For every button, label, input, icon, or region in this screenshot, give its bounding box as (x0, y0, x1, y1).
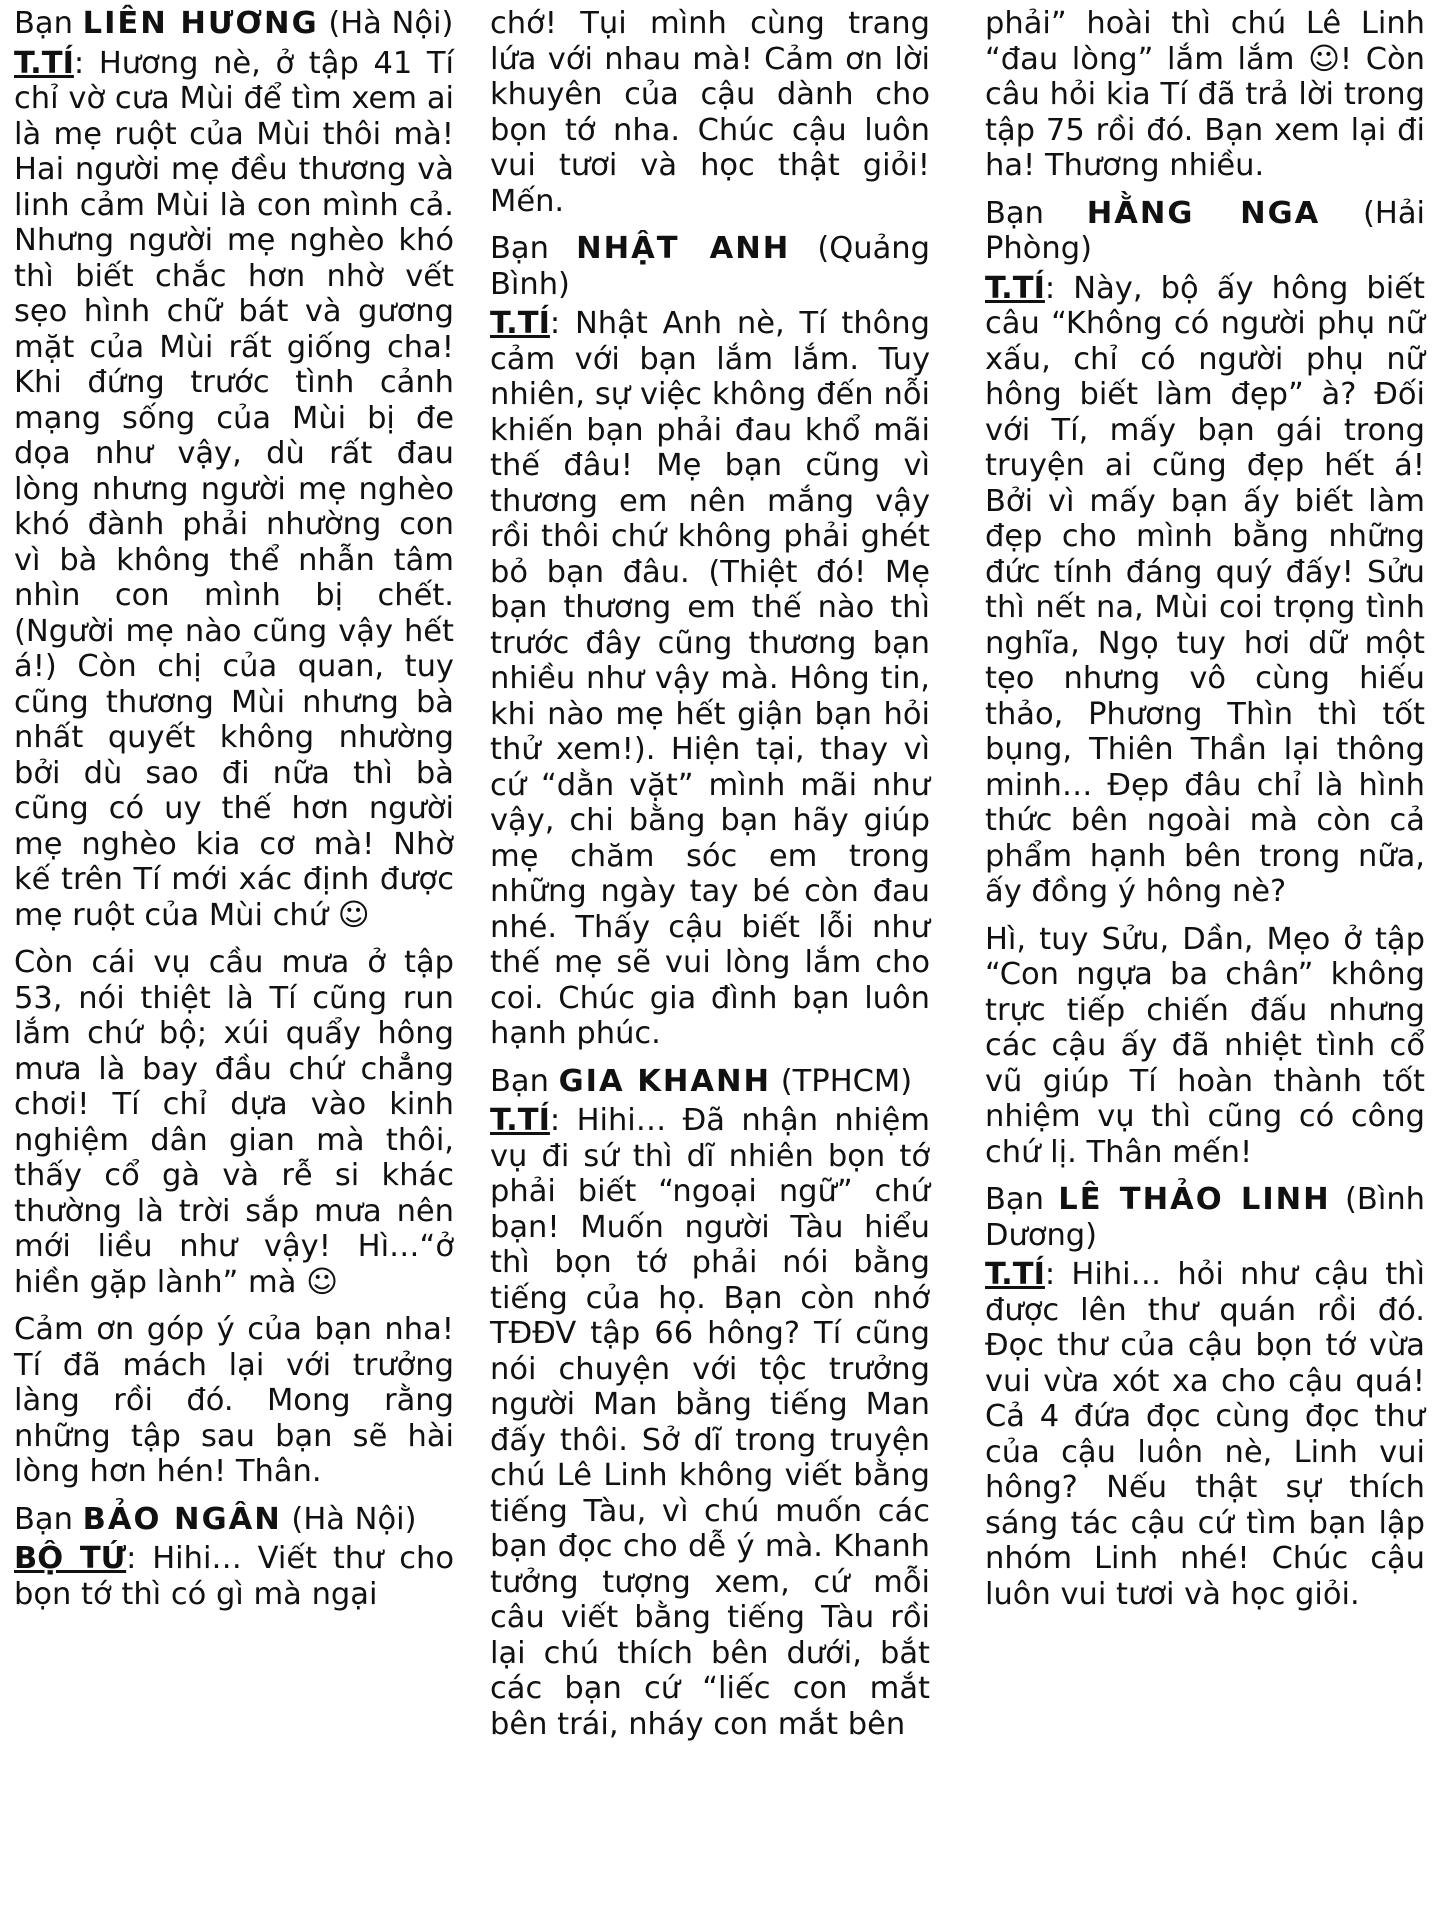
reply-text: : Hihi… Đã nhận nhiệm vụ đi sứ thì dĩ nhiên bọn tớ phải biết “ngoại ngữ” chứ bạn! Muốn người Tàu hiểu thì bọn tớ phải nói bằng tiếng của họ. Bạn còn nhớ TĐĐV tập 66 hông? Tí cũng nói chuyện với tộc trưởng người Man bằng tiếng Man đấy thôi. Sở dĩ trong truyện chú Lê Linh không viết bằng tiếng Tàu, vì chú muốn các bạn đọc cho dễ ý mà. Khanh tưởng tượng xem, cứ mỗi câu viết bằng tiếng Tàu rồi lại chú thích bên dưới, bắt các bạn cứ “liếc con mắt bên trái, nháy con mắt bên (490, 1103, 930, 1742)
heading-prefix: Bạn (490, 231, 577, 266)
column-2 (490, 6, 930, 1754)
reply-author: T.TÍ (985, 1257, 1045, 1292)
letter (985, 1182, 1425, 1612)
reply-text: : Hương nè, ở tập 41 Tí chỉ vờ cưa Mùi để tìm xem ai là mẹ ruột của Mùi thôi mà! Hai người mẹ đều thương và linh cảm Mùi là con mình cả. Nhưng người mẹ nghèo khó thì biết chắc hơn nhờ vết sẹo hình chữ bát và gương mặt của Mùi rất giống cha! Khi đứng trước tình cảnh mạng sống của Mùi bị đe dọa như vậy, dù rất đau lòng nhưng người mẹ nghèo khó đành phải nhường con vì bà không thể nhẫn tâm nhìn con mình bị chết. (Người mẹ nào cũng vậy hết á!) Còn chị của quan, tuy cũng thương Mùi nhưng bà nhất quyết không nhường bởi dù sao đi nữa thì bà cũng có uy thế hơn người mẹ nghèo kia cơ mà! Nhờ kế trên Tí mới xác định được mẹ ruột của Mùi chứ ☺ (14, 45, 454, 933)
letter-heading (14, 1502, 454, 1538)
letter (490, 231, 930, 1052)
reply-author: T.TÍ (985, 270, 1045, 306)
letter (985, 196, 1425, 1171)
reply-author: BỘ TỨ (14, 1541, 127, 1576)
sender-place: (Bình Dương) (985, 1182, 1425, 1253)
letter (14, 1502, 454, 1613)
column-1 (14, 6, 454, 1624)
heading-prefix: Bạn (14, 1501, 83, 1537)
reply-text: Còn cái vụ cầu mưa ở tập 53, nói thiệt là Tí cũng run lắm chứ bộ; xúi quẩy hông mưa là bay đầu chứ chẳng chơi! Tí chỉ dựa vào kinh nghiệm dân gian mà thôi, thấy cổ gà và rễ si khác thường là trời sắp mưa nên mới liều như vậy! Hì…“ở hiền gặp lành” mà ☺ (14, 945, 454, 1300)
reply-text: Hì, tuy Sửu, Dần, Mẹo ở tập “Con ngựa ba chân” không trực tiếp chiến đấu nhưng các cậu ấy đã nhiệt tình cổ vũ giúp Tí hoàn thành tốt nhiệm vụ thì cũng có công chứ lị. Thân mến! (985, 921, 1425, 1170)
reply-text: : Này, bộ ấy hông biết câu “Không có người phụ nữ xấu, chỉ có người phụ nữ hông biết làm đẹp” à? Đối với Tí, mấy bạn gái trong truyện ai cũng đẹp hết á! Bởi vì mấy bạn ấy biết làm đẹp cho mình bằng những đức tính đáng quý đấy! Sửu thì nết na, Mùi coi trọng tình nghĩa, Ngọ tuy hơi dữ một tẹo nhưng vô cùng hiếu thảo, Phương Thìn thì tốt bụng, Thiên Thần lại thông minh… Đẹp đâu chỉ là hình thức bên ngoài mà còn cả phẩm hạnh bên trong nữa, ấy đồng ý hông nè? (985, 270, 1425, 909)
sender-place: (TPHCM) (771, 1063, 913, 1099)
reply-paragraph (490, 306, 930, 1052)
sender-name: NHẬT ANH (576, 231, 791, 266)
heading-prefix: Bạn (985, 1182, 1059, 1217)
sender-name: LÊ THẢO LINH (1058, 1182, 1331, 1217)
letter-heading (985, 1182, 1425, 1253)
letter (985, 6, 1425, 184)
reply-paragraph (14, 1541, 454, 1612)
letter-heading (490, 231, 930, 302)
heading-prefix: Bạn (14, 6, 83, 41)
heading-prefix: Bạn (985, 195, 1087, 231)
reply-paragraph (490, 6, 930, 219)
sender-name: LIÊN HƯƠNG (82, 6, 319, 41)
letter-heading (985, 196, 1425, 267)
reply-text: phải” hoài thì chú Lê Linh “đau lòng” lắm lắm ☺! Còn câu hỏi kia Tí đã trả lời trong tập 75 rồi đó. Bạn xem lại đi ha! Thương nhiều. (985, 6, 1425, 183)
reply-paragraph (985, 1257, 1425, 1612)
letter-heading (490, 1064, 930, 1100)
reply-text: : Hihi… hỏi như cậu thì được lên thư quán rồi đó. Đọc thư của cậu bọn tớ vừa vui vừa xót xa cho cậu quá! Cả 4 đứa đọc cùng đọc thư của cậu luôn nè, Linh vui hông? Nếu thật sự thích sáng tác cậu cứ tìm bạn lập nhóm Linh nhé! Chúc cậu luôn vui tươi và học giỏi. (985, 1257, 1425, 1612)
letter-heading (14, 6, 454, 42)
reply-paragraph (985, 6, 1425, 184)
sender-place: (Hải Phòng) (985, 195, 1426, 266)
sender-name: BẢO NGÂN (82, 1501, 282, 1537)
reply-paragraph (985, 922, 1425, 1171)
heading-prefix: Bạn (490, 1063, 559, 1099)
sender-name: GIA KHANH (558, 1063, 772, 1099)
reply-author: T.TÍ (14, 45, 74, 81)
reply-text: : Nhật Anh nè, Tí thông cảm với bạn lắm lắm. Tuy nhiên, sự việc không đến nỗi khiến bạn phải đau khổ mãi thế đâu! Mẹ bạn cũng vì thương em nên mắng vậy rồi thôi chứ không phải ghét bỏ bạn đâu. (Thiệt đó! Mẹ bạn thương em thế nào thì trước đây cũng thương bạn nhiều như vậy mà. Hông tin, khi nào mẹ hết giận bạn hỏi thử xem!). Hiện tại, thay vì cứ “dằn vặt” mình mãi như vậy, chi bằng bạn hãy giúp mẹ chăm sóc em trong những ngày tay bé còn đau nhé. Thấy cậu biết lỗi như thế mẹ sẽ vui lòng lắm cho coi. Chúc gia đình bạn luôn hạnh phúc. (490, 306, 930, 1051)
letter (14, 6, 454, 1490)
sender-place: (Quảng Bình) (490, 231, 930, 302)
reply-author: T.TÍ (490, 306, 550, 341)
sender-name: HẰNG NGA (1086, 195, 1321, 231)
sender-place: (Hà Nội) (281, 1501, 417, 1537)
reply-text: : Hihi… Viết thư cho bọn tớ thì có gì mà ngại (14, 1541, 454, 1612)
reply-paragraph (985, 271, 1425, 910)
letter (490, 1064, 930, 1743)
reply-text: chớ! Tụi mình cùng trang lứa với nhau mà! Cảm ơn lời khuyên của cậu dành cho bọn tớ nha. Chúc cậu luôn vui tươi và học thật giỏi! Mến. (490, 6, 930, 219)
reply-paragraph (14, 46, 454, 934)
sender-place: (Hà Nội) (318, 6, 454, 41)
reply-paragraph (14, 945, 454, 1300)
reply-text: Cảm ơn góp ý của bạn nha! Tí đã mách lại với trưởng làng rồi đó. Mong rằng những tập sau bạn sẽ hài lòng hơn hén! Thân. (14, 1312, 454, 1489)
reply-paragraph (490, 1103, 930, 1742)
reply-author: T.TÍ (490, 1103, 550, 1138)
column-3 (985, 6, 1425, 1624)
letter (490, 6, 930, 219)
reply-paragraph (14, 1312, 454, 1490)
